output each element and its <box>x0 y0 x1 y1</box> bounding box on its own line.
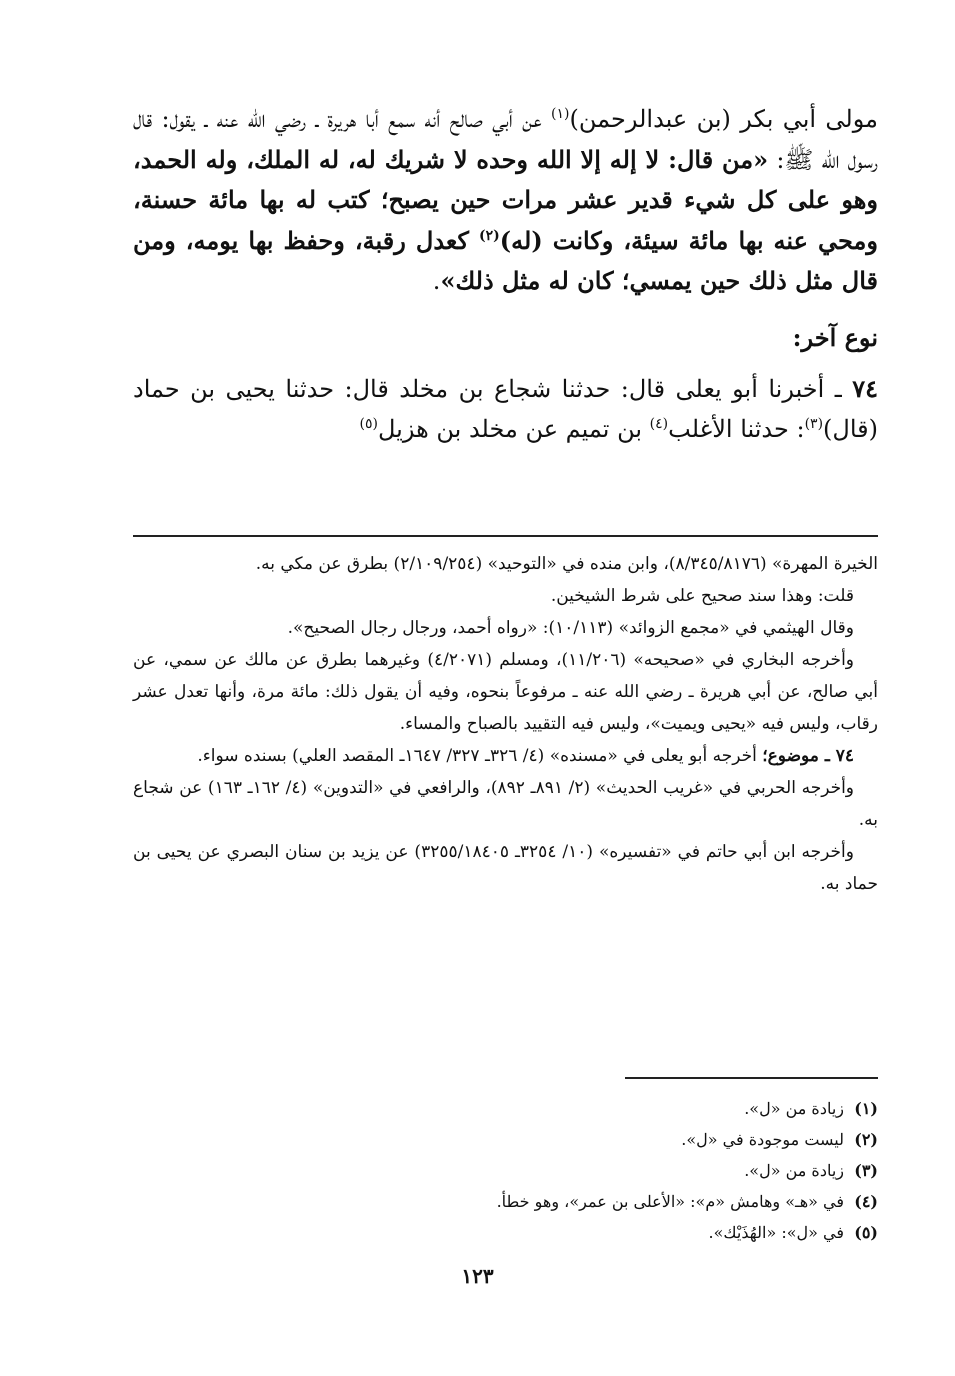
footnote-ref[interactable]: (٣) <box>804 415 824 432</box>
footnote-item <box>497 1186 878 1217</box>
footnote-number: (٣) <box>854 1161 878 1180</box>
footnote-number: (٤) <box>854 1192 878 1211</box>
footnotes <box>497 1093 878 1248</box>
footnotes-divider <box>625 1077 878 1079</box>
section-subheading: نوع آخر: <box>792 322 878 352</box>
note-paragraph: قلت: وهذا سند صحيح على شرط الشيخين. <box>550 586 854 606</box>
note-paragraph: الخيرة المهرة» (٨/٣٤٥/٨١٧٦)، وابن منده في «التوحيد» (٢/١٠٩/٢٥٤) بطرق عن مكي به. <box>255 554 878 574</box>
footnote-item <box>497 1155 878 1186</box>
footnote-item <box>497 1093 878 1124</box>
footnote-text: ليست موجودة في «ل». <box>681 1130 844 1149</box>
page-number: ١٢٣ <box>461 1264 494 1288</box>
text-run: : حدثنا الأغلب <box>668 414 805 443</box>
text-run: عن أبي صالح أنه سمع أبا هريرة ـ رضي الله عنه ـ يقول: قال رسول الله ﷺ: <box>133 105 878 174</box>
footnote-text: زيادة من «ل». <box>744 1099 844 1118</box>
footnote-text: في «ل»: «الهُذَيْك». <box>708 1223 844 1242</box>
note-paragraph: وأخرجه الحربي في «غريب الحديث» (٢/ ٨٩١ـ ٨٩٢)، والرافعي في «التدوين» (٤/ ١٦٢ـ ١٦٣) عن شجاع به. <box>133 778 878 830</box>
paragraph-hadith-74 <box>133 369 878 449</box>
hadith-text: كعدل رقبة، وحفظ بها يومه، ومن قال مثل ذلك حين يمسي؛ كان له مثل ذلك» <box>133 225 878 295</box>
text-run: . <box>432 267 441 295</box>
note-paragraph: وأخرجه البخاري في «صحيحه» (١١/٢٠٦)، ومسلم (٤/٢٠٧١) وغيرهما بطرق عن مالك عن سمي، عن أبي صالح، عن أبي هريرة ـ رضي الله عنه ـ مرفوعاً بنحوه، وفيه أن يقول ذلك: مائة مرة، وأنها تعدل عشر رقاب، وليس فيه «يحيى ويميت»، وليس فيه التقييد بالصباح والمساء. <box>133 650 878 734</box>
note-paragraph-74 <box>133 740 878 772</box>
hadith-text: «من قال: لا إله إلا الله وحده لا شريك له، له الملك، وله الحمد، وهو على كل شيء قدير عشر مرات حين يصبح؛ كتب له بها مائة حسنة، ومحي عنه بها مائة سيئة، وكانت (له) <box>133 144 878 255</box>
footnote-ref[interactable]: (١) <box>551 106 570 122</box>
footnote-text: في «هـ» وهامش «م»: «الأعلى بن عمر»، وهو خطأ. <box>496 1192 844 1211</box>
text-run: مولى أبي بكر (بن عبدالرحمن) <box>569 105 878 133</box>
note-label: ٧٤ ـ موضوع؛ <box>762 746 854 766</box>
footnote-number: (٢) <box>854 1130 878 1149</box>
note-paragraph: وقال الهيثمي في «مجمع الزوائد» (١٠/١١٣): «رواه أحمد، ورجال رجال الصحيح». <box>287 618 854 638</box>
footnote-text: زيادة من «ل». <box>744 1161 844 1180</box>
paragraph-hadith-73-end <box>133 100 878 302</box>
footnote-item <box>497 1124 878 1155</box>
footnote-ref[interactable]: (٢) <box>479 227 500 244</box>
main-text <box>133 100 878 449</box>
footnote-item <box>497 1217 878 1248</box>
text-run: ـ أخبرنا أبو يعلى قال: حدثنا شجاع بن مخلد قال: حدثنا يحيى بن حماد (قال) <box>133 375 878 443</box>
text-run: بن تميم عن مخلد بن هزيل <box>377 414 650 443</box>
note-text: أخرجه أبو يعلى في «مسنده» (٤/ ٣٢٦ـ ٣٢٧/ ١٦٤٧ـ المقصد العلي) بسنده سواء. <box>197 746 763 766</box>
notes-divider <box>133 535 878 537</box>
footnote-number: (١) <box>854 1099 878 1118</box>
note-paragraph: وأخرجه ابن أبي حاتم في «تفسيره» (١٠/ ٣٢٥٤ـ ٣٢٥٥/١٨٤٠٥) عن يزيد بن سنان البصري عن يحيى بن حماد به. <box>133 842 878 894</box>
hadith-number: ٧٤ <box>852 374 878 403</box>
commentary-notes <box>133 548 878 900</box>
footnote-ref[interactable]: (٤) <box>649 415 669 432</box>
footnote-ref[interactable]: (٥) <box>359 415 378 432</box>
footnote-number: (٥) <box>854 1223 878 1242</box>
